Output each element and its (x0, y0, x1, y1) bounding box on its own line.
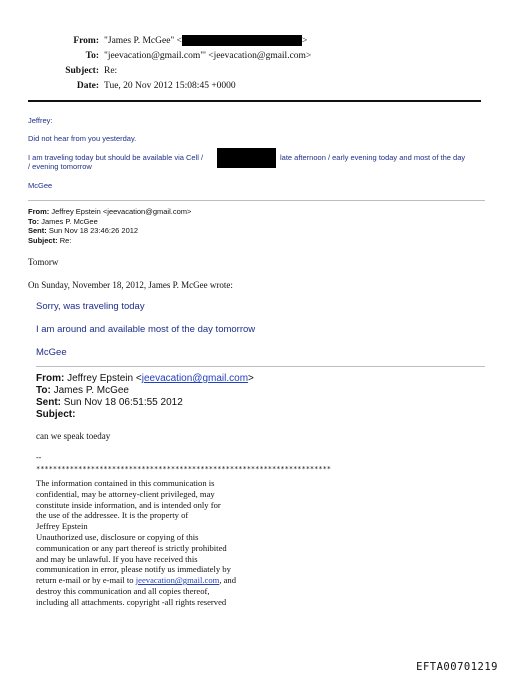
q1-from-row: From: Jeffrey Epstein <jeevacation@gmail.com> (28, 207, 192, 216)
q2-to-row: To: James P. McGee (36, 385, 129, 396)
q2-subject-row: Subject: (36, 409, 76, 420)
quoted-header-2 (36, 373, 254, 421)
signature-dash: -- (36, 453, 42, 462)
q1-sent-row: Sent: Sun Nov 18 23:46:26 2012 (28, 226, 139, 235)
quoted-header-1 (28, 207, 191, 245)
reply-body-tomorw: Tomorw (28, 257, 59, 267)
wrote-line: On Sunday, November 18, 2012, James P. McGee wrote: (28, 280, 233, 290)
q1-to-row: To: James P. McGee (28, 216, 98, 226)
subject-label: Subject: (65, 66, 99, 76)
date-row (0, 79, 512, 94)
date-value: Tue, 20 Nov 2012 15:08:45 +0000 (104, 81, 236, 91)
reply-line-2c: / evening tomorrow (28, 162, 92, 171)
quote-line-2: I am around and available most of the day tomorrow (36, 324, 256, 335)
header-divider (28, 100, 481, 102)
email-header (0, 34, 512, 94)
email-link[interactable]: jeevacation@gmail.com (141, 373, 249, 384)
date-label: Date: (76, 81, 99, 91)
quote-signoff: McGee (36, 347, 67, 358)
quote-divider-2 (36, 366, 485, 367)
to-label: To: (85, 51, 99, 61)
q1-subject-row: Subject: Re: (28, 235, 72, 245)
from-label: From: (73, 36, 99, 46)
redaction-box (217, 148, 276, 168)
reply-greeting: Jeffrey: (28, 116, 53, 125)
disclaimer: The information contained in this communication is confidential, may be attorney-client privileged, may constitute inside information, and is intended only for the use of the addressee. It is the property of Jeffrey Epstein Unauthorized use, disclosure or copying of this communication or any part thereof is strictly prohibited and may be unlawful. If you have received this communication in error, please notify us immediately by return e-mail or by e-mail to jeevacation@gmail.com, and destroy this communication and all copies thereof, including all attachments. copyright -all rights reserved (36, 478, 237, 607)
subject-row (0, 64, 512, 79)
reply-line-2a: I am traveling today but should be available via Cell / (28, 153, 204, 162)
to-row (0, 49, 512, 64)
to-value: "jeevacation@gmail.com"' <jeevacation@gmail.com> (104, 51, 312, 61)
reply-signoff: McGee (28, 181, 53, 190)
signature-stars: ********************************************************************** (36, 465, 332, 473)
q2-from-row: From: Jeffrey Epstein <jeevacation@gmail.com> (36, 373, 254, 384)
original-body: can we speak toeday (36, 431, 111, 441)
document-id: EFTA00701219 (416, 661, 498, 673)
from-row (0, 34, 512, 49)
redaction-box (182, 35, 302, 46)
reply-line-1: Did not hear from you yesterday. (28, 134, 137, 143)
email-link[interactable]: jeevacation@gmail.com (135, 575, 220, 586)
q2-sent-row: Sent: Sun Nov 18 06:51:55 2012 (36, 397, 183, 408)
quote-divider (28, 200, 485, 201)
from-value: "James P. McGee" < > (104, 36, 308, 46)
subject-value: Re: (104, 66, 118, 76)
reply-line-2b: late afternoon / early evening today and most of the day (280, 153, 466, 162)
quote-line-1: Sorry, was traveling today (36, 301, 145, 312)
